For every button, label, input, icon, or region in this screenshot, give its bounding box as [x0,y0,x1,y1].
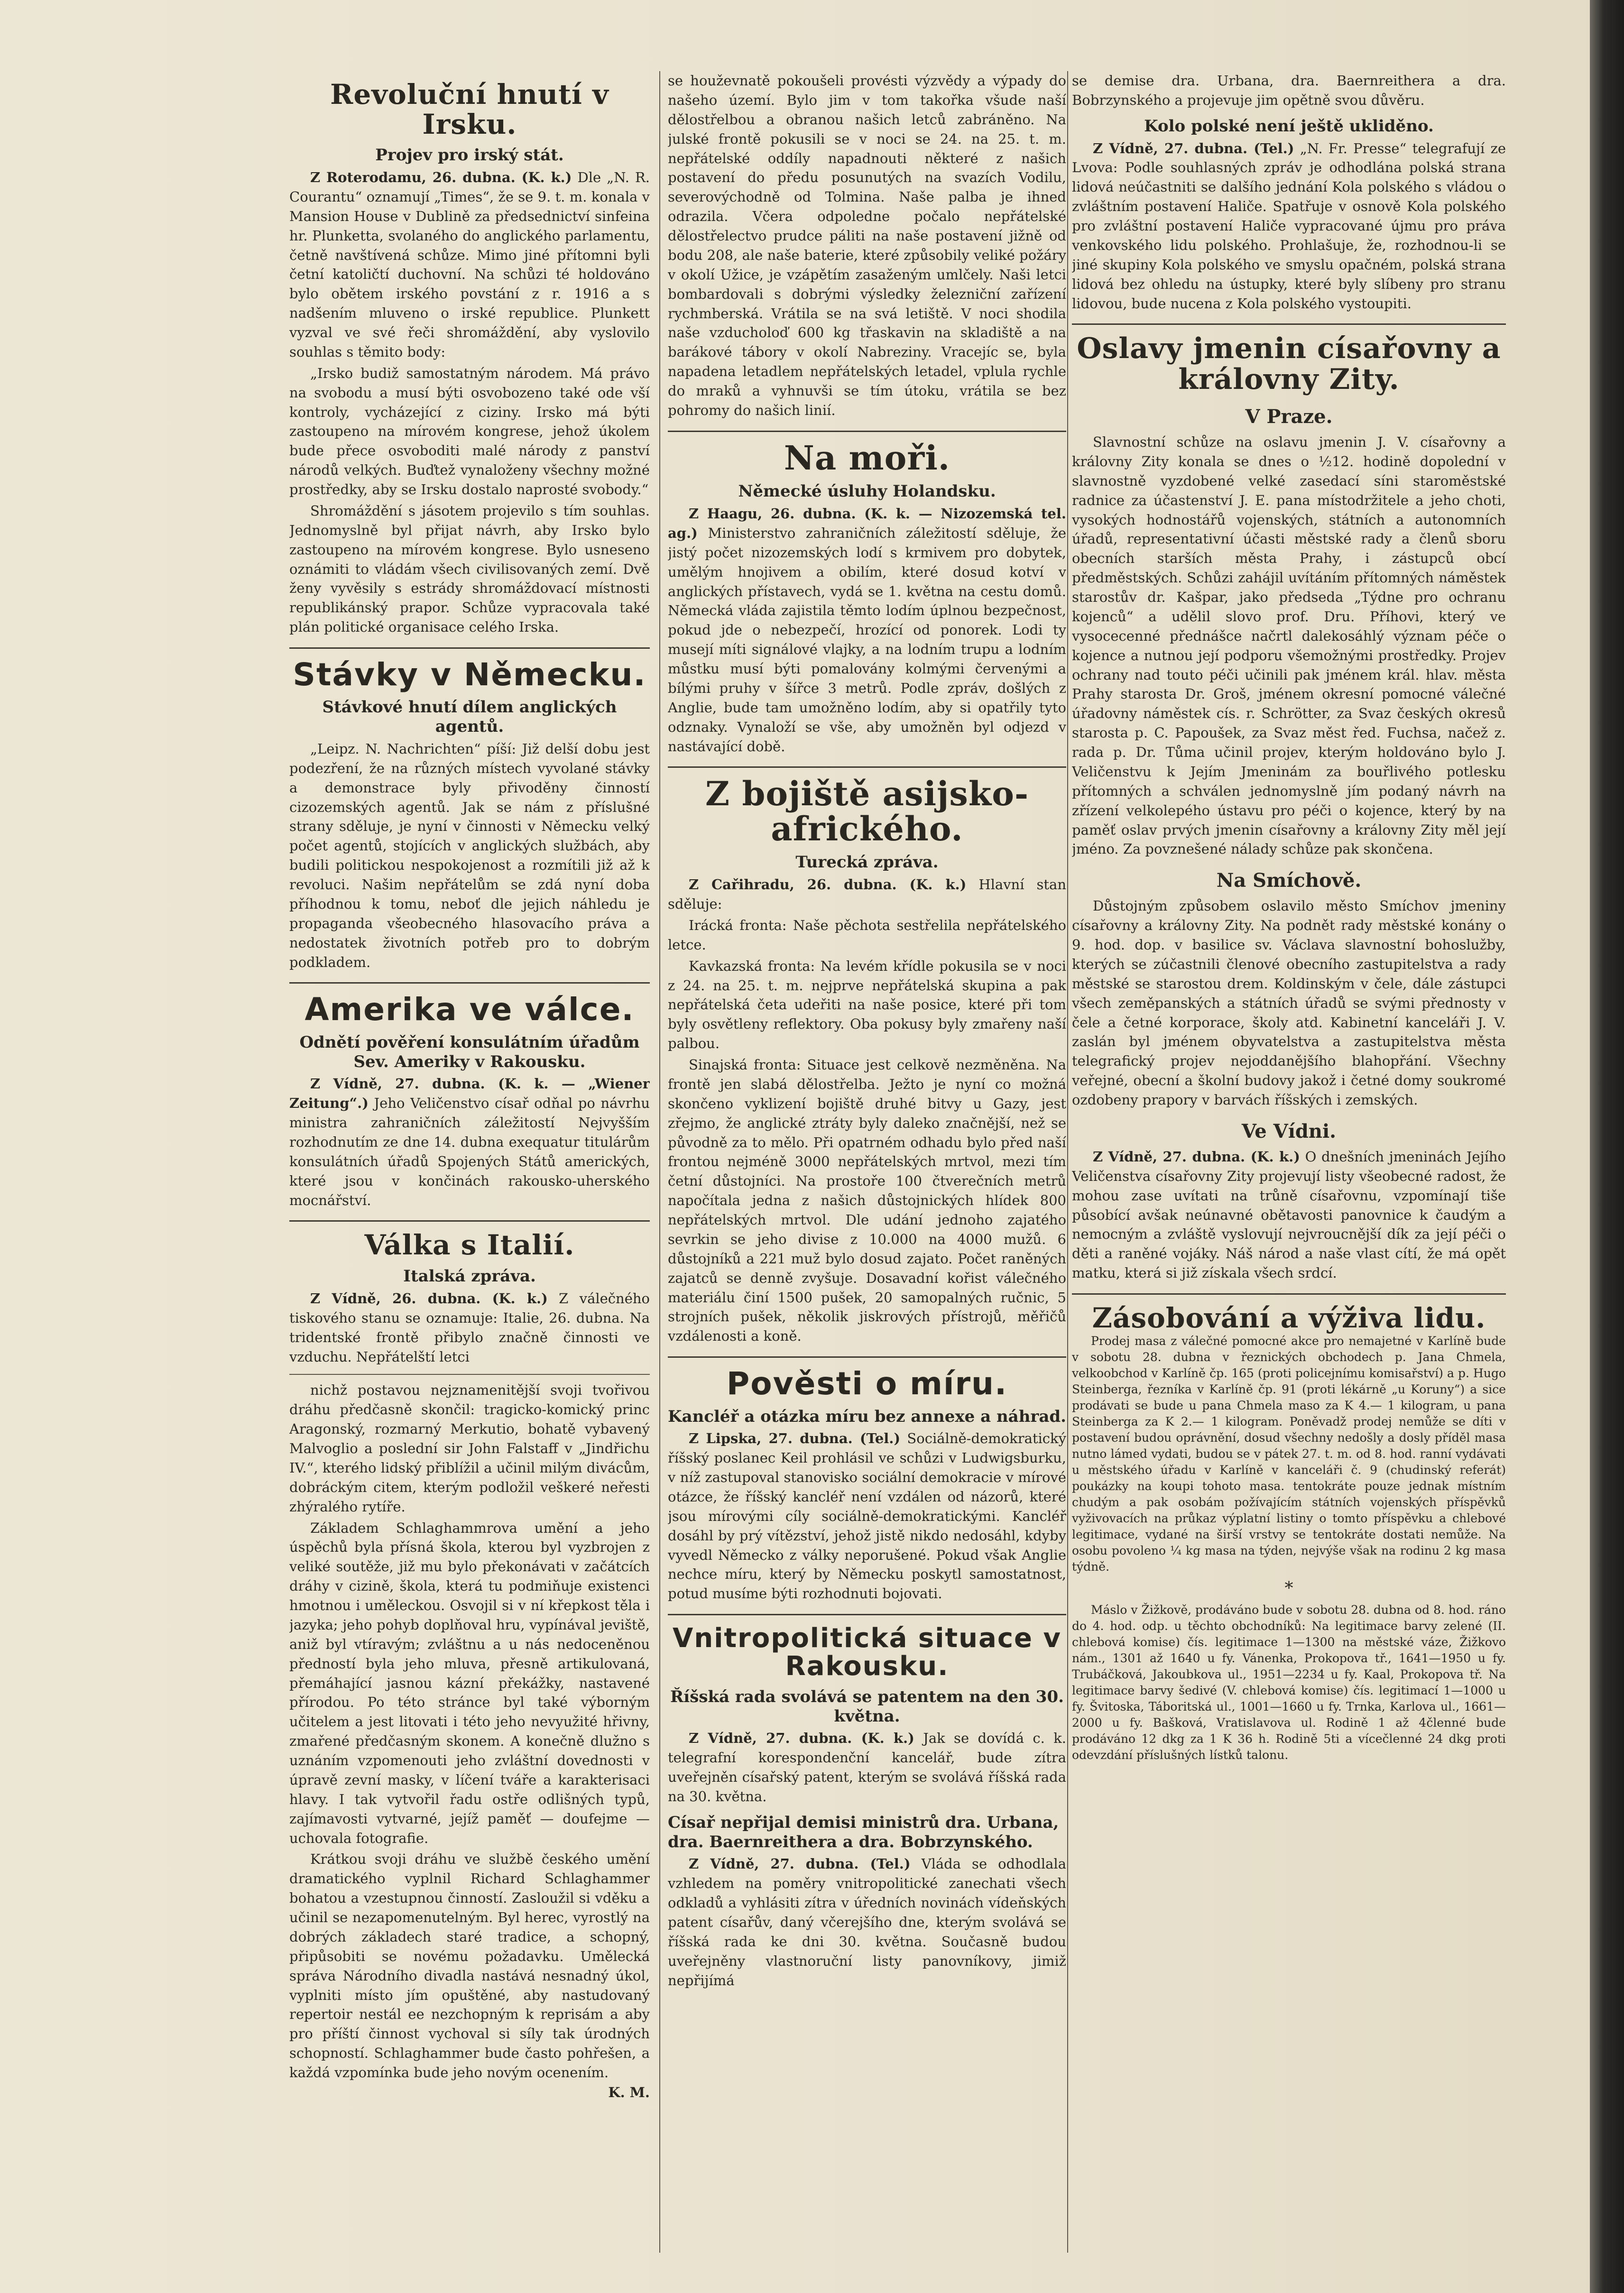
divider [668,766,1066,768]
article-ireland-p2: „Irsko budiž samostatným národem. Má právo na svobodu a musí býti osvobozeno také ode vší kontroly, vycházející z ciziny. Irsko má býti zastoupeno na mírovém kongrese, jehož úkolem bude přece osvoboditi malé národy z panství národů velkých. Buďtež vynaloženy všechny možné prostředky, aby se Irsku dostalo naprosté svobody.“ [289,365,650,498]
article-empress-p3 [1072,1147,1506,1283]
subhead-america: Odnětí pověření konsulátním úřadům Sev. Ameriky v Rakousku. [299,1032,640,1071]
signature: K. M. [608,2084,650,2100]
america-text-1: Jeho Veličenstvo císař odňal po návrhu ministra zahraničních záležitostí Nejvyšším rozhodnutím ze dne 14. dubna exequatur titulárům konsulátních úřadů Spojených Států amerických, které jsou v končinách rakousko-uherského mocnářství. [289,1095,650,1208]
article-sea-p1 [668,504,1066,756]
column-3 [1072,71,1506,2253]
section-star: * [1284,1578,1293,1598]
subhead-smichov: Na Smíchově. [1216,869,1362,892]
divider [289,1374,650,1375]
divider [289,647,650,649]
headline-empress: Oslavy jmenin císařovny a královny Zity. [1077,332,1501,396]
headline-strikes: Stávky v Německu. [293,656,646,693]
article-peace-p1 [668,1429,1066,1603]
peace-text-1: Sociálně-demokratický říšský poslanec Keil prohlásil ve schůzi v Ludwigsburku, v níž zastupoval stanovisko sociální demokracie v mírové otázce, že říšský kancléř není vzdálen od názorů, které jsou mírovými cíly sociálně-demokratickými. Kancléř dosáhl by prý vítězství, jehož jistě nikdo nedosáhl, kdyby vyvedl Německo z války neporušené. Pokud však Anglie nechce míru, který by Německu poskytl samostatnost, potud musíme býti rozhodnuti bojovati. [668,1430,1066,1602]
article-supply-p2: Máslo v Žižkově, prodáváno bude v sobotu 28. dubna od 8. hod. ráno do 4. hod. odp. u těchto obchodníků: Na legitimace barvy zelené (II. chlebová komise) čís. legitimace 1—1300 na městské váze, Žižkovo nám., 1301 až 1640 u fy. Vánenka, Prokopova tř., 1641—1950 u fy. Trubáčková, Jakoubkova ul., 1951—2234 u fy. Kaal, Prokopova tř. Na legitimace barvy šedivé (V. chlebová komise) čís. legitimací 1—1000 u fy. Švitoska, Táboritská ul., 1001—1660 u fy. Trnka, Karlova ul., 1661—2000 u fy. Bašková, Vratislavova ul. Rodině 1 až 4členné bude prodáváno 12 dkg za 1 K 36 h. Rodině 5ti a vícečlenné 24 dkg proti odevzdání příslušných lístků talonu. [1072,1602,1506,1762]
subhead-peace: Kancléř a otázka míru bez annexe a náhrad. [668,1407,1066,1426]
dateline-america: Z Vídně, 27. dubna. (K. k. — „Wiener Zeitung“.) [289,1076,650,1112]
article-domestic-p1 [668,1729,1066,1806]
divider [668,1356,1066,1358]
subhead-polish: Kolo polské není ještě ukliděno. [1144,116,1434,136]
article-empress-p2: Důstojným způsobem oslavilo město Smíchov jmeniny císařovny a královny Zity. Na podnět rady městské konány o 9. hod. dop. v basilice sv. Václava slavnostní bohoslužby, kterých se zúčastnili členové obecního zastupitelstva a rady městské se starostou drem. Koldinským v čele, dále zástupci všech zeměpanských a státních úřadů se svými přednosty v čele a četné korporace, školy atd. Kabinetní kanceláři J. V. zaslán byl jménem obyvatelstva a zastupitelstva města telegrafický projev nejoddanějšího blahopřání. Všechny veřejné, obecní a školní budovy jakož i četné domy soukromé ozdobeny prapory v barvách říšských i zemských. [1072,898,1506,1108]
article-asia-p3: Kavkazská fronta: Na levém křídle pokusila se v noci z 24. na 25. t. m. nejprve nepřátelská skupina a pak nepřátelská četa udeřiti na naše posice, které při tom byly osvětleny reflektory. Oba pokusy byly zmařeny naší palbou. [668,958,1066,1052]
article-ireland-p1 [289,168,650,362]
divider [289,1220,650,1222]
article-strikes-p1: „Leipz. N. Nachrichten“ píší: Již delší dobu jest podezření, že na různých místech vyvolané stávky a demonstrace byly přivoděny činností cizozemských agentů. Jak se nám z příslušné strany sděluje, je nyní v činnosti v Německu velký počet agentů, stojících v anglických službách, aby budili politickou nespokojenost a rozmítili již až k revoluci. Našim nepřátelům se zdá nyní doba příhodnou k tomu, neboť dle jejich náhledu je propaganda všeobecného hlasovacího práva a nedostatek životních potřeb pro to dobrým podkladem. [289,740,650,970]
subhead-italy: Italská zpráva. [403,1267,536,1286]
dateline-polish: Z Vídně, 27. dubna. (Tel.) [1093,140,1294,157]
divider [1072,323,1506,325]
dateline-ireland: Z Roterodamu, 26. dubna. (K. k.) [310,169,572,186]
subhead-strikes: Stávkové hnutí dílem anglických agentů. [322,698,617,737]
article-theatre-p2: nichž postavou nejznamenitější svoji tvořivou dráhu předčasně skončil: tragicko-komický princ Aragonský, rozmarný Merkutio, bohatě vybavený Malvoglio a poslední sir John Falstaff v „Jindřichu IV.“, kterého lidský přiblížil a učinil milým divácům, dobráckým citem, kterým podložil veškeré neřesti zhýralého rytíře. [289,1382,650,1515]
article-domestic-p3: se demise dra. Urbana, dra. Baernreithera a dra. Bobrzynského a projevuje jim opětně svou důvěru. [1072,73,1506,108]
divider [668,431,1066,432]
dateline-asia: Z Cařihradu, 26. dubna. (K. k.) [689,876,967,893]
article-theatre-p4: Krátkou svoji dráhu ve službě českého umění dramatického vyplnil Richard Schlaghammer bohatou a vzestupnou činností. Zasloužil si vděku a učinil se nezapomenutelným. Byl herec, vyrostlý na dobrých základech staré tradice, a schopný, připůsobiti se novému požadavku. Umělecká správa Národního divadla nastává nesnadný úkol, vyplniti místo jím opuštěné, aby nastudovaný repertoir nestál ee nezchopným k reprisám a aby pro příští činnost vychoval si síly tak úrodných schopností. Schlaghammer bude často pohřešen, a každá vzpomínka bude jeho novým ocenením. [289,1851,650,2081]
article-asia-p4: Sinajská fronta: Situace jest celkově nezměněna. Na frontě jen slabá dělostřelba. Ježto je nyní co možná skončeno vyklizení bojiště druhé bitvy u Gazy, jest zřejmo, že anglické ztráty byly daleko značnější, než se původně za to mělo. Při opatrném odhadu bylo před naší frontou nejméně 3000 nepřátelských mrtvol, mezi tím četní důstojníci. Na prostoře 100 čtverečních metrů napočítala jedna z našich důstojnických hlídek 800 nepřátelských mrtvol. Dle udání jednoho zajatého sevrkin se jeho divise z 10.000 na 4000 mužů. 6 důstojníků a 221 muž bylo dosud zajato. Počet raněných zajatců se denně zvyšuje. Dosavadní kořist válečného materiálu činí 1500 pušek, 20 samopalných ručnic, 5 strojních pušek, několik jiskrových přístrojů, měřičů vzdálenosti a koně. [668,1057,1066,1344]
divider [668,1614,1066,1615]
subhead-vienna: Ve Vídni. [1241,1120,1337,1142]
article-ireland-p3: Shromáždění s jásotem projevilo s tím souhlas. Jednomyslně byl přijat návrh, aby Irsko bylo zastoupeno na mírovém kongrese. Bylo usneseno oznámiti to vládám všech civilisovaných zemí. Dvě ženy vyvěsily s estrády shromáždovací místnosti republikánský prapor. Schůze vypracovala také plán politické organisace celého Irska. [289,502,650,635]
headline-domestic: Vnitropolitická situace v Rakousku. [672,1623,1062,1682]
article-empress-p1: Slavnostní schůze na oslavu jmenin J. V. císařovny a královny Zity konala se dnes o ½12. hodině dopolední v slavnostně vyzdobené velké zasedací síni staroměstské radnice za účastenství J. E. pana místodržitele a jeho choti, vysokých hodnostářů vojenských, státních a autonomních úřadů, representativní účasti městské rady a členů sboru obecních starších města Prahy, i zástupců obcí předměstských. Schůzi zahájil uvítáním přítomných náměstek starostův dr. Kašpar, jako předseda „Týdne pro ochranu kojenců“ a udělil slovo prof. Dru. Příhovi, který ve vysocecenné přednášce načrtl dalekosáhlý význam péče o kojence a nutnou její podporu všemožnými prostředky. Projev ochrany nad touto péči učinili pak jménem král. hlav. města Prahy starosta Dr. Groš, jménem okresní pomocné válečné úřadovny náměstek cís. r. Schrötter, za Svaz českých okresů starosta p. C. Papoušek, za Svaz měst řed. Fuchsa, načež z. rada p. Dr. Tůma učinil projev, kterým holdováno bylo J. Veličenstvu k Jejím Jmeninám za bouřlivého potlesku přítomných a schválen jednomyslně jím podaný návrh na zřízení velkolepého ústavu pro péči o kojence, který by na paměť oslav prvých jmenin císařovny a královny Zity měl její jméno. Za povznešené nálady schůze pak skončena. [1072,434,1506,857]
asia-text-1: Hlavní stan sděluje: [668,876,1066,912]
column-2 [668,71,1066,2253]
article-italy-p1 [289,1289,650,1367]
article-theatre-p3: Základem Schlaghammrova umění a jeho úspěchů byla přísná škola, kterou byl vyzbrojen z veliké soutěže, již mu bylo překonávati v začátcích dráhy v cizině, škola, která tu podmiňuje existenci hmotnou i uměleckou. Osvojil si v ní křepkost těla i jazyka; jeho pohyb doplňoval hru, vypínával jeviště, aniž byl vtíravým; zvláštnu a u nás nedoceněnou předností byla jeho mluva, přesně artikulovaná, přemáhající jasnou kázní překážky, nastavené přírodou. Po této stránce byl také výborným učitelem a jest litovati i této jeho nevyužité hřivny, zmařené předčasným skonem. A konečně dlužno s uznáním vzpomenouti jeho zvláštní dovednosti v úpravě zevní masky, v líčení tváře a karakterisaci hlavy. I tak vytvořil řadu ostře odlišných typů, zajímavosti vytvarné, jejíž paměť — doufejme — uchovala fotografie. [289,1519,650,1846]
sea-text-1: Ministerstvo zahraničních záležitostí sděluje, že jistý počet nizozemských lodí s krmivem pro dobytek, umělým hnojivem a obilím, které dosud kotví v anglických přístavech, vydá se 1. května na cestu domů. Německá vláda zajistila těmto lodím úplnou bezpečnost, pokud jde o nebezpečí, hrozící od ponorek. Lodi ty musejí míti signálové vlajky, a na lodním trupu a lodním můstku musí býti pomalovány kolmými červenými a bílými pruhy v šířce 3 metrů. Podle zpráv, došlých z Anglie, bude tam umožněno lodím, aby si opatřily tyto odznaky. Vynaloží se vše, aby umožněn byl odjezd v nastávající době. [668,525,1066,755]
ireland-text-1: Dle „N. R. Courantu“ oznamují „Times“, že se 9. t. m. konala v Mansion House v Dublině za předsednictví sinfeina hr. Plunketta, svolaného do anglického parlamentu, četně navštívená schůze. Mimo jiné přítomni byli četní katoličtí duchovní. Na schůzi té holdováno bylo obětem irského povstání z r. 1916 a s nadšením mluveno o irské republice. Plunkett vyzval ve své řeči shromáždění, aby vyslovilo souhlas s těmito body: [289,169,650,360]
headline-peace: Pověsti o míru. [726,1365,1008,1402]
empress-text-3: O dnešních jmeninách Jejího Veličenstva císařovny Zity projevují listy všeobecné radost, že mohou zase uvítati na trůně císařovnu, vzpomínají tiše působící avšak neúnavné obětavosti panovnice k čaudým a nemocným a zvláště vyslovují nejvroucnější dík za její péči o děti a raněné vojáky. Náš národ a naše vlast cítí, že má opět matku, která si již získala všech srdcí. [1072,1148,1506,1281]
headline-america: Amerika ve válce. [304,991,635,1028]
headline-sea: Na moři. [784,438,950,478]
domestic-text-1: Jak se dovídá c. k. telegrafní korespondenční kancelář, bude zítra uveřejněn císařský patent, kterým se svolává říšská rada na 30. května. [668,1730,1066,1805]
article-asia-p2: Irácká fronta: Naše pěchota sestřelila nepřátelského letce. [668,917,1066,953]
column-rule [659,71,660,2253]
article-asia-p1 [668,875,1066,914]
polish-text-1: „N. Fr. Presse“ telegrafují ze Lvova: Podle souhlasných zpráv je odhodlána polská strana lidová neúčastniti se dalšího jednání Kola polského s vládou o zvláštním postavení Haliče. Spatřuje v osnově Kola polského pro zvláštní postavení Haliče vypracované újmu pro práva venkovského lidu polského. Prohlašuje, že, rozhodnou-li se jiné skupiny Kola polského ve smyslu opačném, polská strana lidová bez ohledu na ústupky, které byly slíbeny pro stranu lidovou, bude nucena z Kola polského vystoupiti. [1072,140,1506,312]
page-edge-shadow [1590,0,1624,2293]
subhead-sea: Německé úsluhy Holandsku. [738,482,996,501]
subhead-prague: V Praze. [1245,405,1333,428]
dateline-sea: Z Haagu, 26. dubna. (K. k. — Nizozemská tel. ag.) [668,506,1066,541]
article-airfront-p1: se houževnatě pokoušeli provésti výzvědy a výpady do našeho území. Bylo jim v tom takořka všude naší dělostřelbou a obranou našich letců zabráněno. Na julské frontě pokusili se v noci se 24. na 25. t. m. nepřátelské oddíly napadnouti některé z našich postavení do předu posunutých na svazích Vodilu, severovýchodně od Tolmina. Naše palba je ihned odrazila. Včera odpoledne počalo nepřátelské dělostřelectvo prudce páliti na naše postavení jižně od bodu 208, ale naše baterie, které způsobily veliké požáry v okolí Užice, je vzápětím zasaženým umlčely. Naši letci bombardovali s dobrými výsledky železniční zařízení rychmberská. Vrátila se na svá letiště. V noci shodila naše vzducholoď 600 kg třaskavin na skladiště a na barákové tábory v okolí Nabreziny. Vracejíc se, byla napadena letadlem nepřátelských letadel, vplula rychle do mraků a vyhnuvši se tím útoku, vrátila se bez pohromy do našich linií. [668,73,1066,418]
article-domestic-p2 [668,1854,1066,1990]
subhead-demise: Císař nepřijal demisi ministrů dra. Urbana, dra. Baernreithera a dra. Bobrzynského. [668,1813,1059,1851]
divider [1072,1293,1506,1295]
headline-italy: Válka s Italií. [364,1229,575,1262]
column-rule [1067,71,1068,2253]
subhead-domestic: Říšská rada svolává se patentem na den 30. května. [670,1687,1064,1726]
dateline-domestic-2: Z Vídně, 27. dubna. (Tel.) [689,1856,911,1872]
headline-supply: Zásobování a výživa lidu. [1092,1302,1486,1335]
italy-text-1: Z válečného tiskového stanu se oznamuje: Italie, 26. dubna. Na tridentské frontě přibylo značně činnosti ve vzduchu. Nepřátelští letci [289,1290,650,1365]
dateline-vienna: Z Vídně, 27. dubna. (K. k.) [1093,1148,1300,1165]
divider [289,982,650,984]
article-supply-p1: Prodej masa z válečné pomocné akce pro nemajetné v Karlíně bude v sobotu 28. dubna v řeznických obchodech p. Jana Chmela, velkoobchod v Karlíně čp. 165 (proti policejnímu komisařství) a p. Hugo Steinberga, řezníka v Karlíně čp. 91 (proti lékárně „u Koruny“) a sice prodávati se bude u pana Chmela maso za K 4.— 1 kilogram, u pana Steinberga za K 2.— 1 kilogram. Poněvadž prodej nemůže se díti v postavení budou oprávnění, dosud všechny nedošly a dosly příděl masa nutno lámed vydati, budou se v pátek 27. t. m. od 8. hod. ranní vydávati u městského úřadu v Karlíně v kanceláři č. 9 (chudinský referát) poukázky na koupi tohoto masa. tentokráte pouze jednak místním chudým a pak osobám požívajícím státních vojenských příspěvků vyživovacích na průkaz výplatní listiny o tomto příspěvku a chlebové legitimace, vydané na širší vrstvy se tentokráte dostati nemůže. Na osobu povoleno ¼ kg masa na týden, nejvýše však na rodinu 2 kg masa týdně. [1072,1334,1506,1574]
subhead-asia: Turecká zpráva. [795,853,939,872]
headline-asia: Z bojiště asijsko-afrického. [705,774,1029,848]
article-polish-p1 [1072,139,1506,313]
headline-ireland: Revoluční hnutí v Irsku. [330,78,609,140]
article-america-p1 [289,1074,650,1210]
dateline-peace: Z Lipska, 27. dubna. (Tel.) [689,1430,901,1447]
subhead-ireland: Projev pro irský stát. [375,146,564,165]
domestic-text-2: Vláda se odhodlala vzhledem na poměry vnitropolitické zanechati všech odkladů a vyhlásiti zítra v úředních novinách vídeňských patent císařův, daný včerejšího dne, kterým svolává se říšská rada ke dni 30. května. Současně budou uveřejněny vlastnoruční listy panovníkovy, jimiž nepřijímá [668,1856,1066,1989]
dateline-italy: Z Vídně, 26. dubna. (K. k.) [310,1290,548,1307]
dateline-domestic: Z Vídně, 27. dubna. (K. k.) [689,1730,914,1747]
column-1 [289,71,650,2253]
